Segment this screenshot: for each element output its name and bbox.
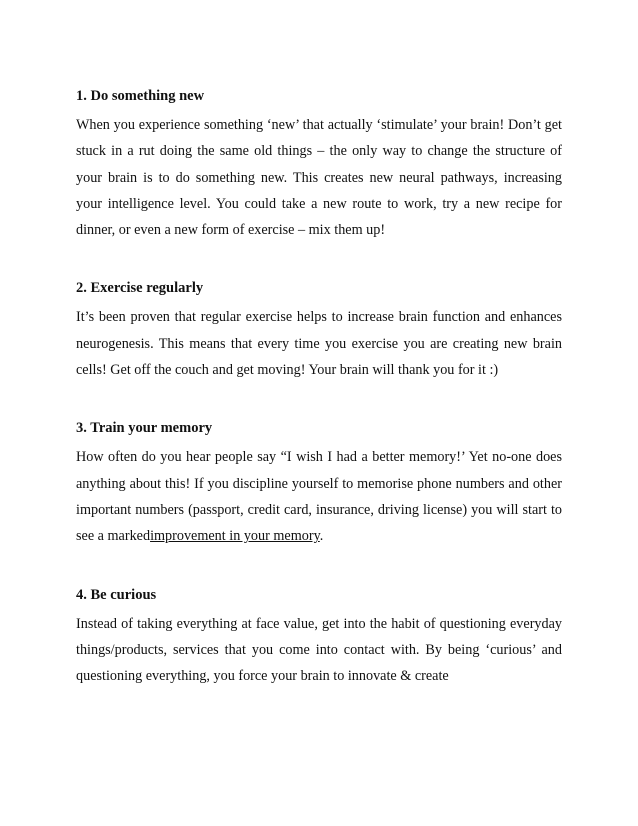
section-body-end: . <box>319 528 324 545</box>
document-page <box>76 86 562 724</box>
section-body-text: How often do you hear people say “I wish I had a better memory!’ Yet no-one does anything about this! If you discipline yourself to memorise phone numbers and other important numbers (passport, credit card, insurance, driving license) you will start to see a marked <box>76 449 562 545</box>
section-train-your-memory <box>76 418 562 549</box>
section-body <box>76 444 562 549</box>
section-do-something-new <box>76 86 562 243</box>
section-heading: 3. Train your memory <box>76 420 213 437</box>
section-heading: 1. Do something new <box>76 88 205 104</box>
section-heading: 4. Be curious <box>76 586 157 603</box>
section-body: Instead of taking everything at face value, get into the habit of questioning everyday things/products, services that you come into contact with. By being ‘curious’ and questioning everything, you force your brain to innovate & create <box>76 615 562 685</box>
section-body: It’s been proven that regular exercise helps to increase brain function and enhances neurogenesis. This means that every time you exercise you are creating new brain cells! Get off the couch and get moving! Your brain will thank you for it :) <box>76 309 562 379</box>
memory-improvement-link[interactable]: improvement in your memory <box>150 528 320 545</box>
section-exercise-regularly <box>76 278 562 383</box>
section-heading: 2. Exercise regularly <box>76 280 204 297</box>
section-body: When you experience something ‘new’ that actually ‘stimulate’ your brain! Don’t get stuck in a rut doing the same old things – the only way to change the structure of your brain is to do something new. This creates new neural pathways, increasing your intelligence level. You could take a new route to work, try a new recipe for dinner, or even a new form of exercise – mix them up! <box>76 117 562 239</box>
section-be-curious <box>76 585 562 690</box>
